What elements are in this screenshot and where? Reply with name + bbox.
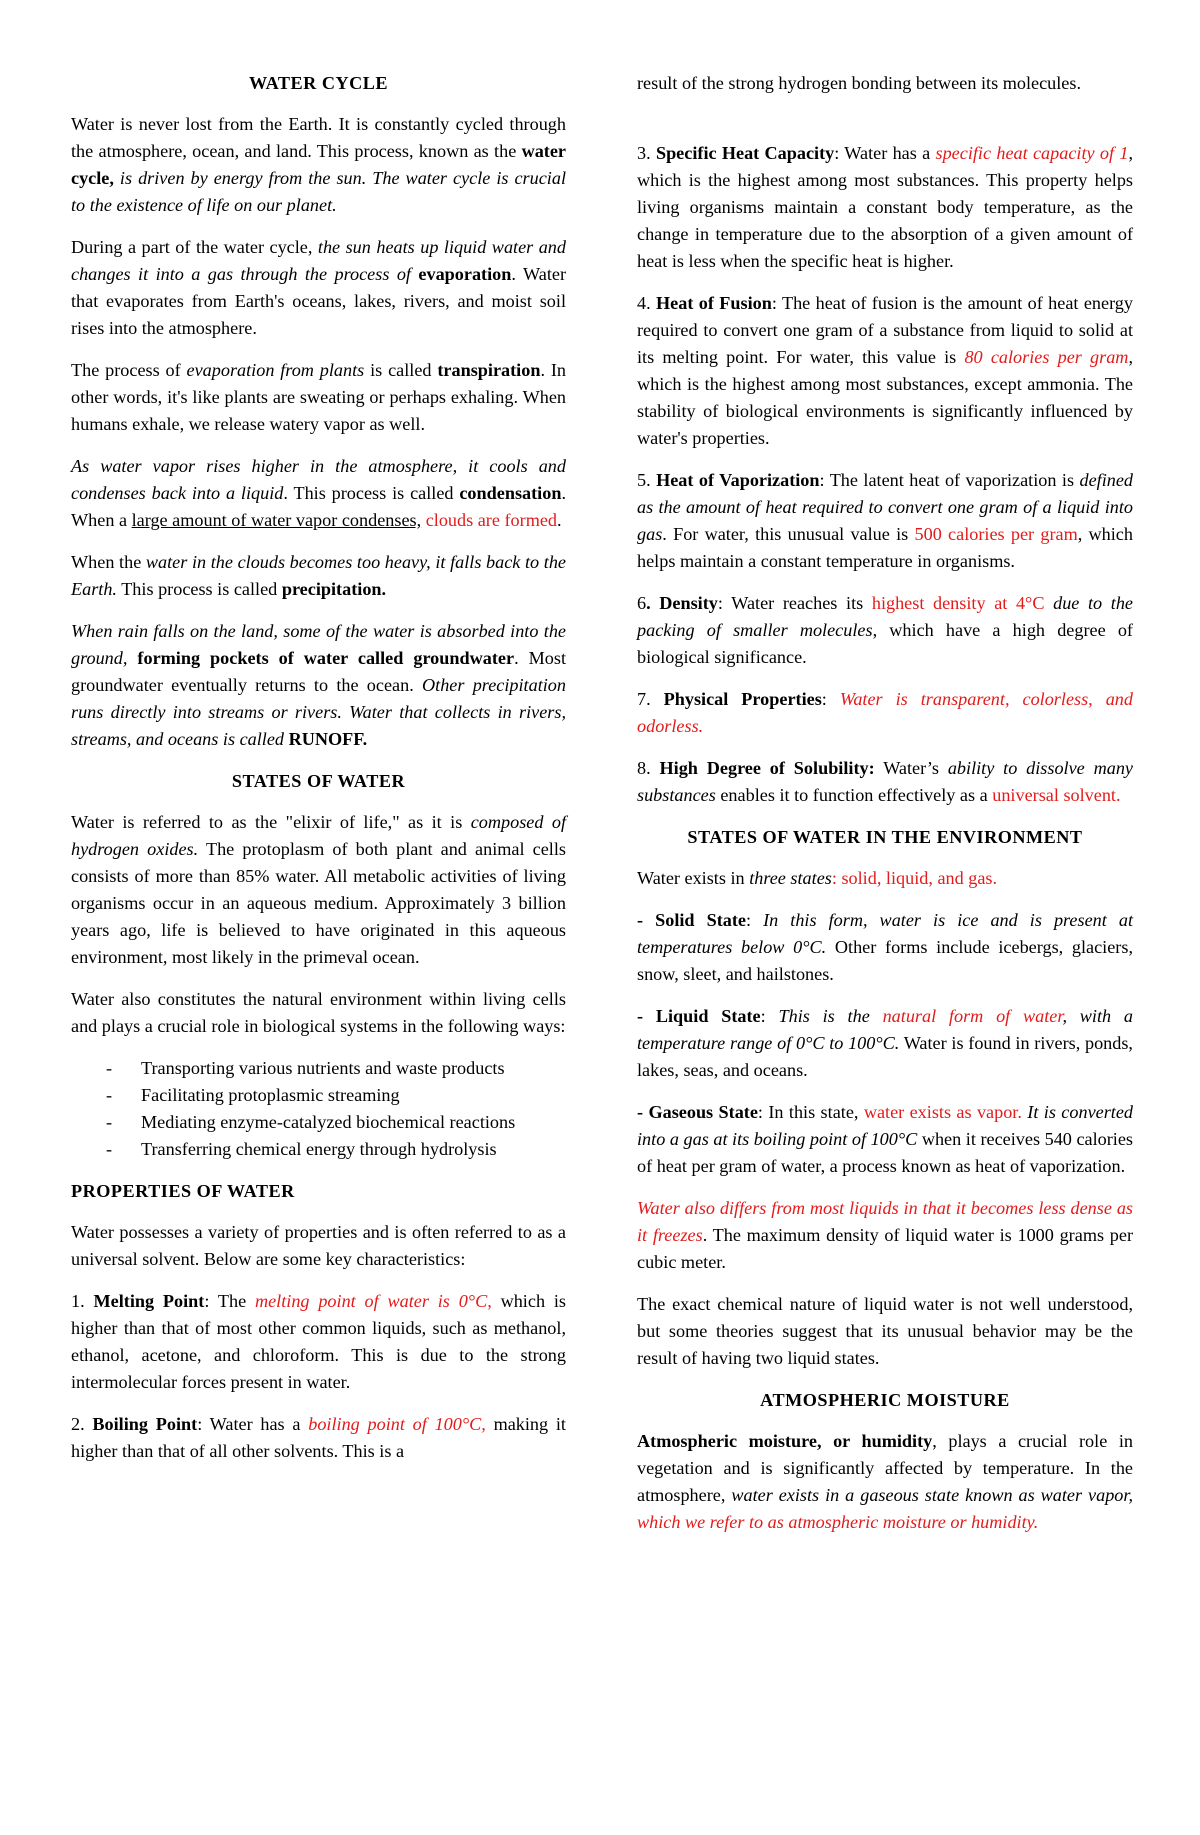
- spacer: [637, 112, 1133, 140]
- paragraph-properties-intro: Water possesses a variety of properties and is often referred to as a universal solvent. Below are some key characteristics:: [71, 1222, 566, 1269]
- paragraph-three-states: Water exists in three states: solid, liquid, and gas.: [637, 868, 998, 888]
- heading-properties-of-water: PROPERTIES OF WATER: [71, 1181, 295, 1201]
- right-column: [637, 70, 1133, 1551]
- paragraph-heat-of-vaporization: 5. Heat of Vaporization: The latent heat of vaporization is defined as the amount of heat required to convert one gram of a liquid into gas. For water, this unusual value is 500 calories per gram, which helps maintain a constant temperature in organisms.: [637, 470, 1134, 571]
- paragraph-solid-state: - Solid State: In this form, water is ice and is present at temperatures below 0°C. Other forms include icebergs, glaciers, snow, sleet, and hailstones.: [637, 910, 1133, 984]
- paragraph-specific-heat: 3. Specific Heat Capacity: Water has a specific heat capacity of 1, which is the highest among most substances. This property helps living organisms maintain a constant body temperature, as the change in temperature due to the absorption of a given amount of heat is less when the specific heat is higher.: [637, 143, 1133, 271]
- biological-roles-list: [71, 1055, 566, 1163]
- list-item: - Transferring chemical energy through hydrolysis: [71, 1136, 566, 1163]
- paragraph-physical-properties: 7. Physical Properties: Water is transparent, colorless, and odorless.: [637, 689, 1133, 736]
- paragraph-density: 6. Density: Water reaches its highest density at 4°C due to the packing of smaller molecules, which have a high degree of biological significance.: [637, 593, 1134, 667]
- paragraph-precipitation: When the water in the clouds becomes too heavy, it falls back to the Earth. This process is called precipitation.: [71, 552, 566, 599]
- paragraph-water-cycle-intro: Water is never lost from the Earth. It is constantly cycled through the atmosphere, ocean, and land. This process, known as the water cycle, is driven by energy from the sun. The water cycle is crucial to the existence of life on our planet.: [71, 114, 566, 215]
- paragraph-two-liquid-states: The exact chemical nature of liquid water is not well understood, but some theories suggest that its unusual behavior may be the result of having two liquid states.: [637, 1294, 1133, 1368]
- heading-states-of-water: STATES OF WATER: [231, 771, 406, 791]
- heading-states-in-environment: STATES OF WATER IN THE ENVIRONMENT: [687, 827, 1083, 847]
- heading-atmospheric-moisture: ATMOSPHERIC MOISTURE: [760, 1390, 1010, 1410]
- list-item: - Facilitating protoplasmic streaming: [71, 1082, 566, 1109]
- paragraph-transpiration: The process of evaporation from plants is called transpiration. In other words, it's like plants are sweating or perhaps exhaling. When humans exhale, we release watery vapor as well.: [71, 360, 566, 434]
- paragraph-boiling-point: 2. Boiling Point: Water has a boiling point of 100°C, making it higher than that of all other solvents. This is a: [71, 1414, 566, 1461]
- paragraph-elixir-of-life: Water is referred to as the "elixir of life," as it is composed of hydrogen oxides. The protoplasm of both plant and animal cells consists of more than 85% water. All metabolic activities of living organisms occur in an aqueous medium. Approximately 3 billion years ago, life is believed to have originated in this aqueous environment, most likely in the primeval ocean.: [71, 812, 566, 967]
- list-item: - Mediating enzyme-catalyzed biochemical reactions: [71, 1109, 566, 1136]
- paragraph-heat-of-fusion: 4. Heat of Fusion: The heat of fusion is the amount of heat energy required to convert one gram of a substance from liquid to solid at its melting point. For water, this value is 80 calories per gram, which is the highest among most substances, except ammonia. The stability of biological environments is significantly influenced by water's properties.: [637, 293, 1133, 448]
- left-column: [71, 70, 566, 1480]
- heading-water-cycle: WATER CYCLE: [248, 73, 389, 93]
- paragraph-liquid-state: - Liquid State: This is the natural form of water, with a temperature range of 0°C to 100°C. Water is found in rivers, ponds, lakes, seas, and oceans.: [637, 1006, 1133, 1080]
- paragraph-condensation: As water vapor rises higher in the atmosphere, it cools and condenses back into a liquid. This process is called condensation. When a large amount of water vapor condenses, clouds are formed.: [71, 456, 566, 530]
- paragraph-humidity: Atmospheric moisture, or humidity, plays a crucial role in vegetation and is significantly affected by temperature. In the atmosphere, water exists in a gaseous state known as water vapor, which we refer to as atmospheric moisture or humidity.: [637, 1431, 1133, 1532]
- paragraph-melting-point: 1. Melting Point: The melting point of water is 0°C, which is higher than that of most other common liquids, such as methanol, ethanol, acetone, and chloroform. This is due to the strong intermolecular forces present in water.: [71, 1291, 566, 1392]
- paragraph-density-freezing: Water also differs from most liquids in that it becomes less dense as it freezes. The maximum density of liquid water is 1000 grams per cubic meter.: [637, 1198, 1134, 1272]
- paragraph-evaporation: During a part of the water cycle, the sun heats up liquid water and changes it into a gas through the process of evaporation. Water that evaporates from Earth's oceans, lakes, rivers, and moist soil rises into the atmosphere.: [71, 237, 567, 338]
- paragraph-biological-roles: Water also constitutes the natural environment within living cells and plays a crucial role in biological systems in the following ways:: [71, 989, 566, 1036]
- paragraph-groundwater: When rain falls on the land, some of the water is absorbed into the ground, forming pockets of water called groundwater. Most groundwater eventually returns to the ocean. Other precipitation runs directly into streams or rivers. Water that collects in rivers, streams, and oceans is called RUNOFF.: [71, 621, 567, 749]
- paragraph-solubility: 8. High Degree of Solubility: Water’s ability to dissolve many substances enables it to function effectively as a universal solvent.: [637, 758, 1133, 805]
- paragraph-boiling-point-continued: result of the strong hydrogen bonding between its molecules.: [637, 73, 1081, 93]
- paragraph-gaseous-state: - Gaseous State: In this state, water exists as vapor. It is converted into a gas at its boiling point of 100°C when it receives 540 calories of heat per gram of water, a process known as heat of vaporization.: [637, 1102, 1134, 1176]
- list-item: - Transporting various nutrients and waste products: [71, 1055, 566, 1082]
